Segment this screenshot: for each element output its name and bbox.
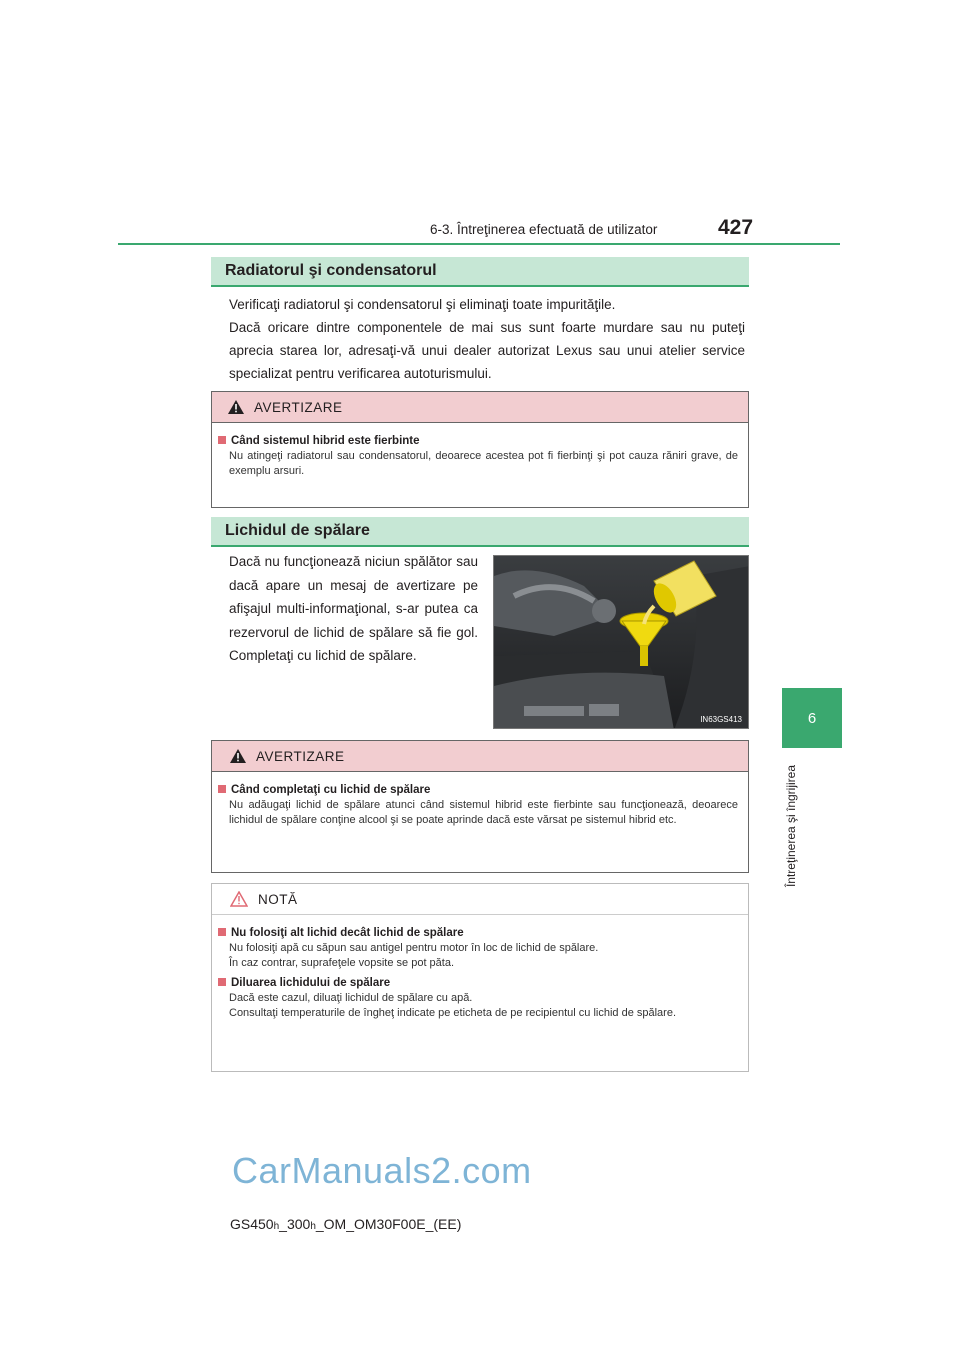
warning-box — [211, 740, 749, 873]
item-title-text: Când sistemul hibrid este fierbinte — [231, 435, 420, 447]
warning-item-body: Nu atingeţi radiatorul sau condensatorul, deoarece acestea pot fi fierbinţi şi pot cauza răniri grave, de exemplu arsuri. — [229, 450, 738, 477]
paragraph: Dacă nu funcţionează niciun spălător sau dacă apare un mesaj de avertizare pe afişajul multi-informaţional, s-ar putea ca rezervorul de lichid de spălare să fie gol. Completaţi cu lichid de spălare. — [229, 554, 478, 663]
chapter-number: 6 — [807, 709, 817, 727]
item-title-text: Când completaţi cu lichid de spălare — [231, 784, 431, 796]
warning-triangle-icon — [228, 400, 244, 414]
header-divider — [118, 243, 840, 245]
note-header — [212, 884, 748, 915]
footer-part: h — [273, 1221, 280, 1232]
note-box — [211, 883, 749, 1072]
item-title-text: Nu folosiţi alt lichid decât lichid de spălare — [231, 927, 464, 939]
section-heading-radiator — [211, 257, 749, 287]
warning-label: AVERTIZARE — [256, 748, 345, 764]
footer-part: GS450 — [230, 1216, 274, 1232]
warning-header — [212, 741, 748, 772]
warning-label: AVERTIZARE — [254, 399, 343, 415]
warning-item-title — [218, 784, 748, 796]
paragraph: Dacă oricare dintre componentele de mai sus sunt foarte murdare sau nu puteţi aprecia starea lor, adresaţi-vă unui dealer autorizat Lexus sau unui atelier service specializat pentru verificarea autoturismului. — [229, 320, 745, 381]
image-code: IN63GS413 — [700, 715, 742, 724]
paragraph: Verificaţi radiatorul şi condensatorul şi eliminaţi toate impurităţile. — [229, 297, 616, 312]
section-heading-text: Radiatorul şi condensatorul — [225, 262, 437, 279]
header-section-title: 6-3. Întreţinerea efectuată de utilizator — [430, 222, 658, 237]
note-item-body: În caz contrar, suprafeţele vopsite se pot păta. — [229, 957, 455, 969]
chapter-label — [781, 754, 801, 899]
footer-part: _300 — [279, 1216, 311, 1232]
chapter-title: Întreţinerea şi îngrijirea — [784, 764, 798, 888]
note-label: NOTĂ — [258, 891, 298, 907]
section-heading-washer — [211, 517, 749, 547]
chapter-tab — [782, 688, 842, 748]
warning-header — [212, 392, 748, 423]
note-item-body: Nu folosiţi apă cu săpun sau antigel pentru motor în loc de lichid de spălare. — [229, 942, 599, 954]
footer-part: h — [310, 1221, 316, 1232]
page-number: 427 — [718, 216, 754, 239]
warning-triangle-icon — [230, 749, 246, 763]
warning-box — [211, 391, 749, 508]
note-item-body: Dacă este cazul, diluaţi lichidul de spălare cu apă. — [229, 992, 473, 1004]
footer-part: _OM_OM30F00E_(EE) — [315, 1216, 462, 1232]
warning-item-title — [218, 435, 748, 447]
note-item-title — [218, 977, 748, 989]
footer-model-code — [230, 1216, 461, 1232]
item-title-text: Diluarea lichidului de spălare — [231, 977, 391, 989]
caution-triangle-icon — [230, 891, 248, 907]
note-item-body: Consultaţi temperaturile de îngheţ indicate pe eticheta de pe recipientul cu lichid de spălare. — [229, 1007, 676, 1019]
warning-item-body: Nu adăugaţi lichid de spălare atunci când sistemul hibrid este fierbinte sau funcţionează, deoarece lichidul de spălare conţine alcool şi se poate aprinde dacă este vărsat pe sistemul hibrid etc. — [229, 799, 738, 826]
engine-bay-photo — [493, 555, 749, 729]
watermark: CarManuals2.com — [232, 1150, 532, 1191]
section-heading-text: Lichidul de spălare — [225, 522, 370, 539]
note-item-title — [218, 927, 748, 939]
